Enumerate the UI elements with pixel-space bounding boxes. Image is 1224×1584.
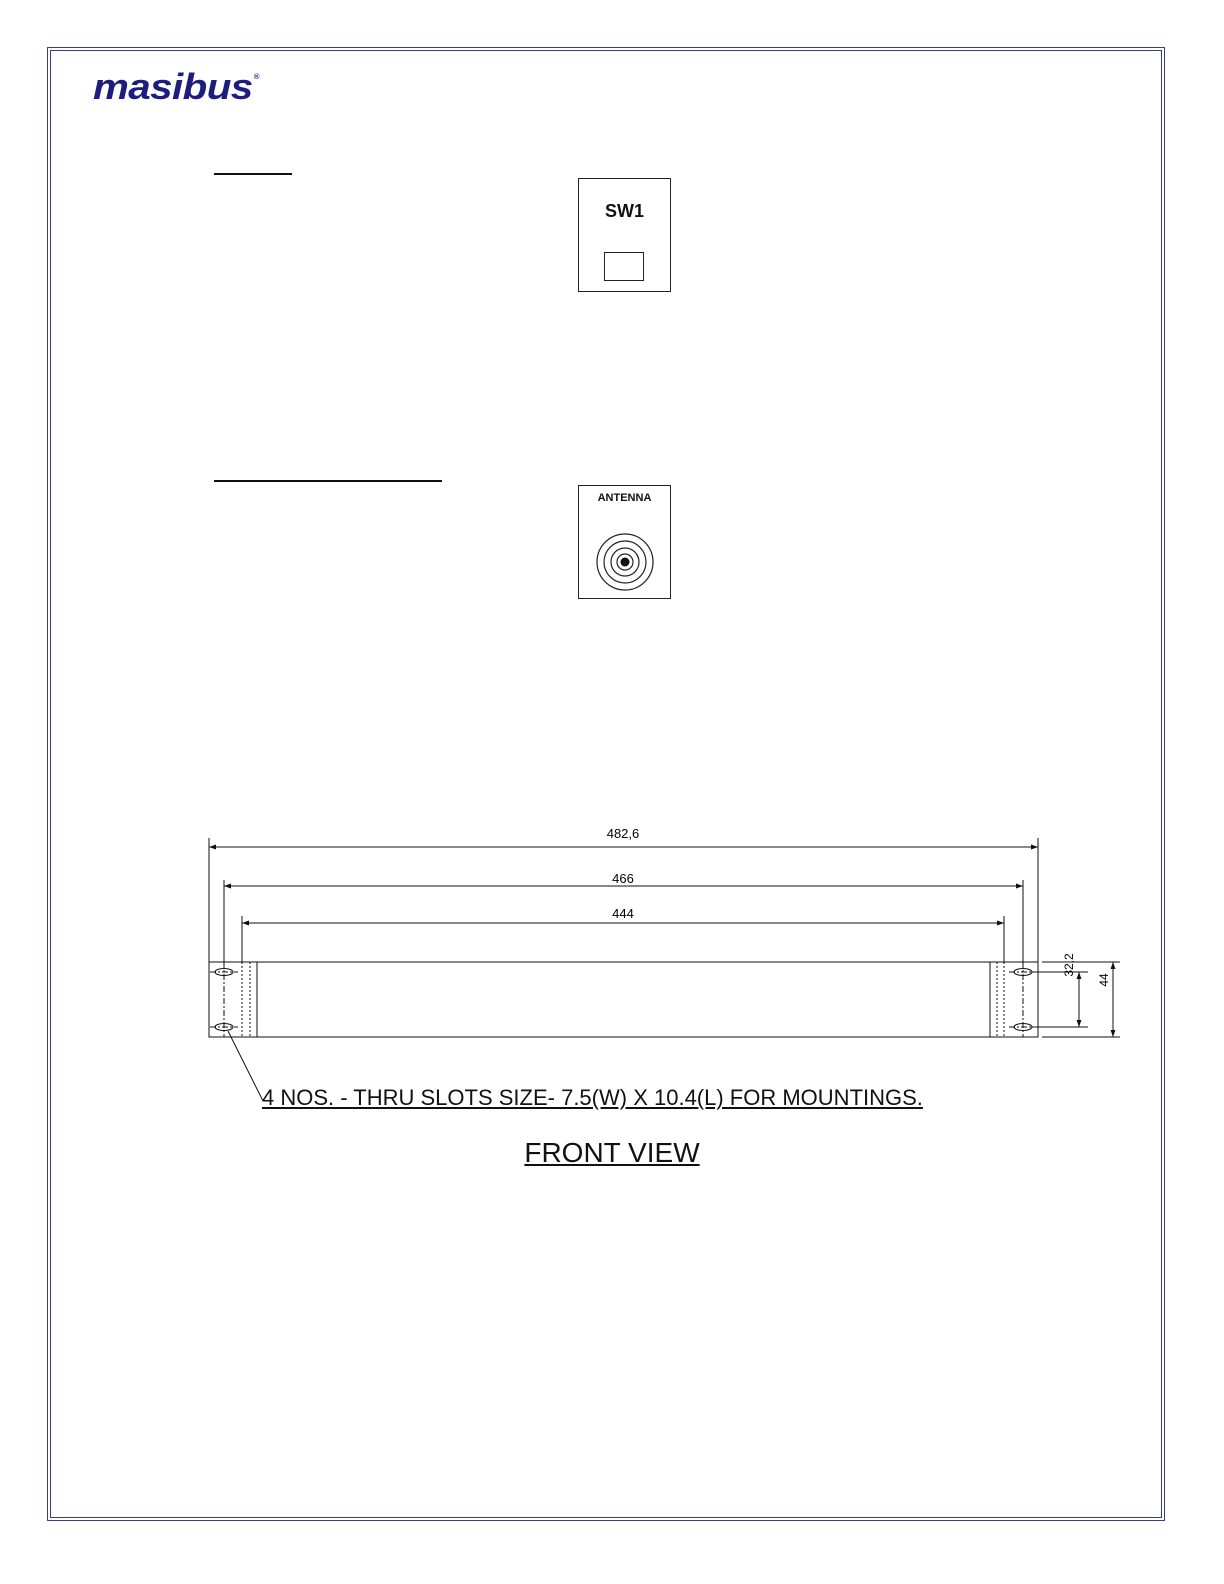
view-title: FRONT VIEW [524,1137,700,1168]
front-panel-outline [209,962,1038,1037]
dimension-label-slot-height: 32,2 [1062,953,1076,977]
antenna-label: ANTENNA [597,492,652,504]
logo-text: masibus [93,66,253,107]
dimension-label-overall-width: 482,6 [606,826,640,841]
dimension-label-slot-pitch: 466 [612,871,634,886]
leader-line [228,1031,263,1101]
mounting-note: 4 NOS. - THRU SLOTS SIZE- 7.5(W) X 10.4(L) FOR MOUNTINGS. [262,1085,923,1110]
registered-mark: ® [253,74,260,81]
dimension-label-overall-height: 44 [1097,973,1111,987]
dimension-label-body-width: 444 [612,906,634,921]
sw1-label: SW1 [604,201,644,221]
